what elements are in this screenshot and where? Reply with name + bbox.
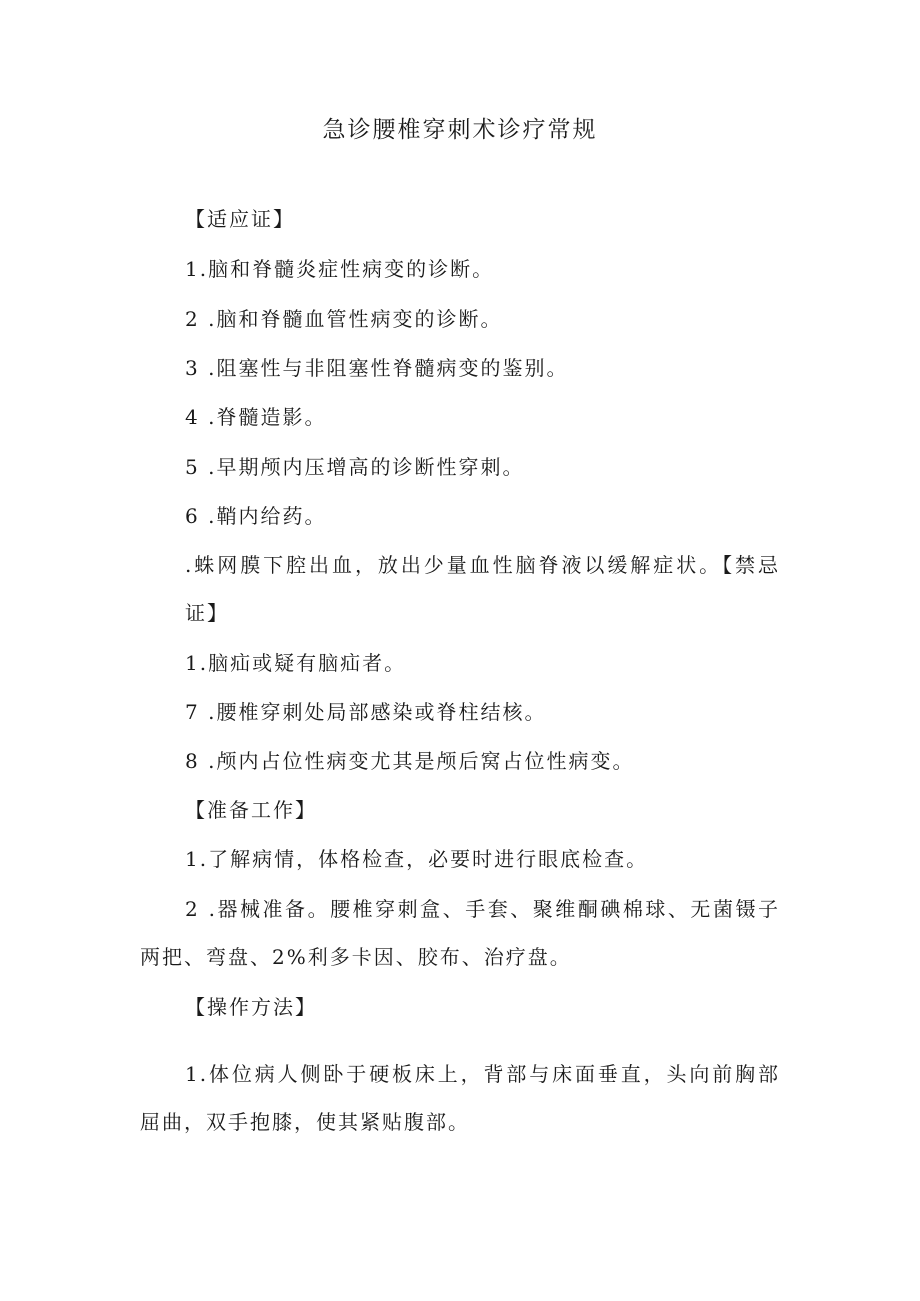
paragraph: 1.脑和脊髓炎症性病变的诊断。 (185, 257, 495, 281)
section-heading-indications: 【适应证】 (185, 207, 295, 231)
paragraph: 2 .脑和脊髓血管性病变的诊断。 (185, 307, 503, 331)
paragraph: 8 .颅内占位性病变尤其是颅后窝占位性病变。 (185, 749, 635, 773)
paragraph: 6 .鞘内给药。 (185, 504, 327, 528)
paragraph: 3 .阻塞性与非阻塞性脊髓病变的鉴别。 (185, 356, 569, 380)
paragraph: 5 .早期颅内压增高的诊断性穿刺。 (185, 455, 525, 479)
document-title: 急诊腰椎穿刺术诊疗常规 (322, 117, 598, 143)
section-heading-procedure: 【操作方法】 (185, 995, 317, 1019)
paragraph: 1.了解病情，体格检查，必要时进行眼底检查。 (185, 847, 649, 871)
paragraph: 1.脑疝或疑有脑疝者。 (185, 651, 407, 675)
paragraph-position: 1.体位病人侧卧于硬板床上，背部与床面垂直，头向前胸部屈曲，双手抱膝，使其紧贴腹部。 (140, 1062, 780, 1134)
paragraph-equipment: 2 .器械准备。腰椎穿刺盒、手套、聚维酮碘棉球、无菌镊子两把、弯盘、2%利多卡因、胶布、治疗盘。 (140, 897, 780, 969)
paragraph: 7 .腰椎穿刺处局部感染或脊柱结核。 (185, 700, 547, 724)
section-heading-preparation: 【准备工作】 (185, 798, 317, 822)
paragraph: 4 .脊髓造影。 (185, 405, 327, 429)
paragraph-with-contraindications-heading: .蛛网膜下腔出血，放出少量血性脑脊液以缓解症状。【禁忌证】 (185, 553, 780, 625)
